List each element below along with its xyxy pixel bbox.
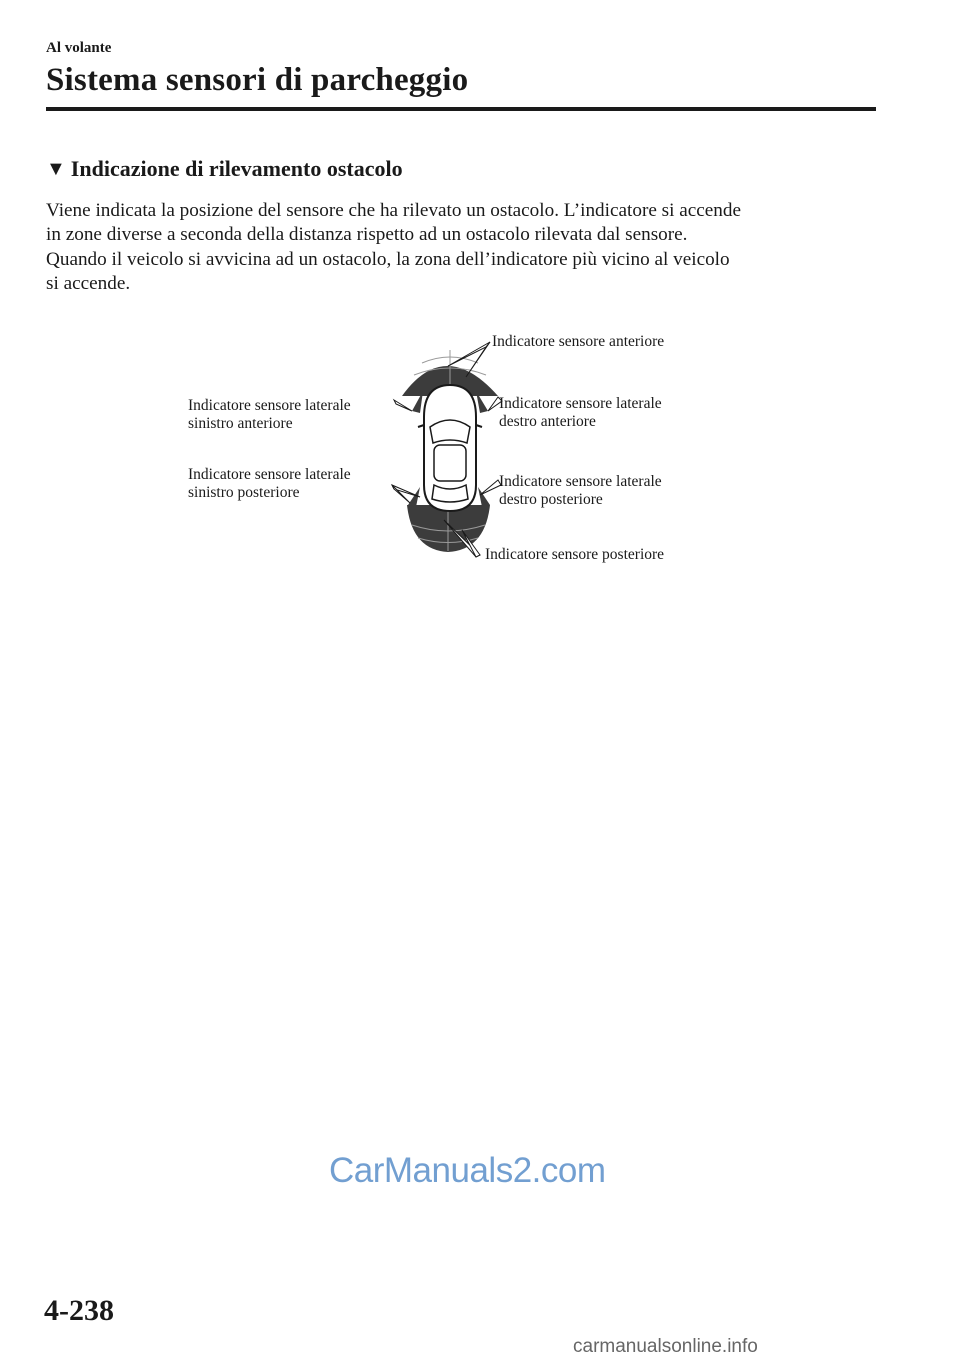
subsection-title: Indicazione di rilevamento ostacolo xyxy=(70,156,403,181)
front-sensor-label: Indicatore sensore anteriore xyxy=(492,333,665,350)
subsection-heading xyxy=(46,156,403,182)
right-rear-sensor-label: Indicatore sensore laterale destro posteriore xyxy=(499,473,662,508)
body-paragraph xyxy=(46,199,886,296)
car-outline xyxy=(424,385,476,511)
body-line: Viene indicata la posizione del sensore che ha rilevato un ostacolo. L’indicatore si accende xyxy=(46,200,742,221)
parking-sensor-diagram xyxy=(180,325,740,575)
sensor-illustration xyxy=(180,325,740,575)
right-front-sensor-label: Indicatore sensore laterale destro anteriore xyxy=(499,395,662,430)
rear-sensor-label: Indicatore sensore posteriore xyxy=(485,546,665,563)
left-rear-sensor-label: Indicatore sensore laterale sinistro posteriore xyxy=(188,466,351,501)
title-divider xyxy=(46,107,876,111)
section-title: Sistema sensori di parcheggio xyxy=(46,62,469,98)
triangle-down-icon: ▼ xyxy=(46,157,66,180)
watermark-logo: CarManuals2.com xyxy=(329,1151,606,1190)
footer-url: carmanualsonline.info xyxy=(573,1336,758,1357)
left-front-sensor-label: Indicatore sensore laterale sinistro anteriore xyxy=(188,397,351,432)
body-line: in zone diverse a seconda della distanza rispetto ad un ostacolo rilevata dal sensore. xyxy=(46,224,688,246)
body-line: si accende. xyxy=(46,272,131,294)
body-line: Quando il veicolo si avvicina ad un ostacolo, la zona dell’indicatore più vicino al veicolo xyxy=(46,248,730,270)
chapter-label: Al volante xyxy=(46,40,112,56)
page-number: 4-238 xyxy=(44,1294,114,1327)
